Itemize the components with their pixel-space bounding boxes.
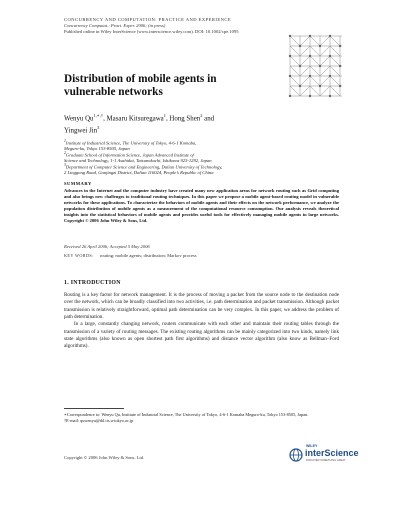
wiley-interscience-logo-icon <box>289 444 359 468</box>
author-name: , Hong Shen <box>165 115 201 123</box>
affiliation-3 <box>64 163 339 176</box>
affiliation-number: 2 <box>64 151 66 155</box>
affiliation-2 <box>64 151 339 164</box>
affiliation-number: 1 <box>64 139 66 143</box>
summary-text: Advances in the Internet and the computer industry have created many new application areas for network routing such as Grid computing and also brings new challenges to traditional routing techniques. In this paper we propose a mobile agent-based routing model in vulnerable networks for these applications. To characterize the behaviors of mobile agents and their effects on the network performance, we analyze the population distribution of mobile agents as a measurement of the computational resource consumption. Our analysis reveals theoretical insights into the statistical behaviors of mobile agents and provides useful tools for effectively managing mobile agents in large networks. Copyright © 2006 John Wiley & Sons, Ltd. <box>64 188 339 224</box>
footnote-divider <box>64 408 124 409</box>
globe-icon <box>289 448 303 462</box>
affiliation-1 <box>64 139 339 152</box>
lattice-graphic-icon <box>286 30 346 102</box>
affiliation-text: Graduate School of Information Science, Japan Advanced Institute of <box>65 152 194 158</box>
logo-tagline: DISCOVER SOMETHING GREAT <box>306 459 346 462</box>
author-name: Yingwei Jin <box>64 127 98 135</box>
author-separator: and <box>202 115 215 123</box>
affiliation-text: Institute of Industrial Science, The University of Tokyo, 4-6-1 Komaba, <box>65 140 197 146</box>
keywords-label: KEY WORDS: <box>64 253 94 258</box>
author-name: Wenyu Qu <box>64 115 94 123</box>
publication-line: Published online in Wiley InterScience (www.interscience.wiley.com). DOI: 10.1002/cpe.1095 <box>64 29 239 35</box>
copyright-notice: Copyright © 2006 John Wiley & Sons, Ltd. <box>64 455 145 460</box>
section-heading-introduction: 1. INTRODUCTION <box>64 280 121 286</box>
received-dates: Received 26 April 2006; Accepted 5 May 2006 <box>64 244 150 249</box>
keywords <box>64 253 197 258</box>
keywords-text: routing; mobile agents; distribution; Markov process <box>99 253 197 258</box>
affiliation-text: Meguro-ku, Tokyo 153-8505, Japan <box>64 146 130 152</box>
logo-wiley-text: WILEY <box>306 444 318 448</box>
summary-heading: SUMMARY <box>64 181 92 186</box>
author-name: , Masaru Kitsuregawa <box>103 115 164 123</box>
logo-interscience-text: interScience <box>305 448 359 458</box>
paragraph: In a large, constantly changing network, routers communicate with each other and maintain their routing tables through the transmission of a variety of routing messages. The existing routing algorithms can be mainly categorized into two kinds, namely link state algorithms (also known as open shortest path first algorithms) and distance vector algorithm (also know as Bellman–Ford algorithms). <box>64 321 339 350</box>
affiliation-text: 2 Linggong Road, Ganjingzi District, Dalian 116024, People’s Republic of China <box>64 170 214 176</box>
citation-line: Concurrency Computat.: Pract. Exper. 2006; (in press) <box>64 23 166 29</box>
affiliation-text: Department of Computer Science and Engineering, Dalian University of Technology, <box>65 164 223 170</box>
author-marker: 1 <box>163 113 166 118</box>
journal-name: CONCURRENCY AND COMPUTATION: PRACTICE AND EXPERIENCE <box>64 17 232 22</box>
author-marker: 2 <box>200 113 203 118</box>
affiliation-number: 3 <box>64 163 66 167</box>
author-list <box>64 111 254 136</box>
paragraph: Routing is a key factor for network management. It is the process of moving a packet from the source node to the destination node over the network, which can be broadly classified into two activities, i.e. path determination and packet transmission. Although packet transmission is relatively straightforward, optimal path determination can be very complex. In this paper, we address the problem of path determination. <box>64 292 339 321</box>
footnote-correspondence: ∗Correspondence to: Wenyu Qu, Institute of Industrial Science, The University of Tokyo, 4-6-1 Komaba Meguro-ku, Tokyo 153-8505, Japan. <box>64 412 309 417</box>
paper-title: Distribution of mobile agents in vulnerable networks <box>64 73 217 99</box>
author-marker: 3 <box>97 125 100 131</box>
footnotes <box>64 412 339 423</box>
author-line-1 <box>64 111 254 123</box>
introduction-body <box>64 292 339 351</box>
footnote-email: †E-mail: quwenyu@tkl.iis.u-tokyo.ac.jp <box>64 417 134 423</box>
author-line-2 <box>64 123 254 135</box>
affiliation-text: Science and Technology, 1-1 Asahidai, Tatsunokuchi, Ishikawa 923-1292, Japan <box>64 158 212 164</box>
author-marker: 1,∗,† <box>93 113 104 118</box>
